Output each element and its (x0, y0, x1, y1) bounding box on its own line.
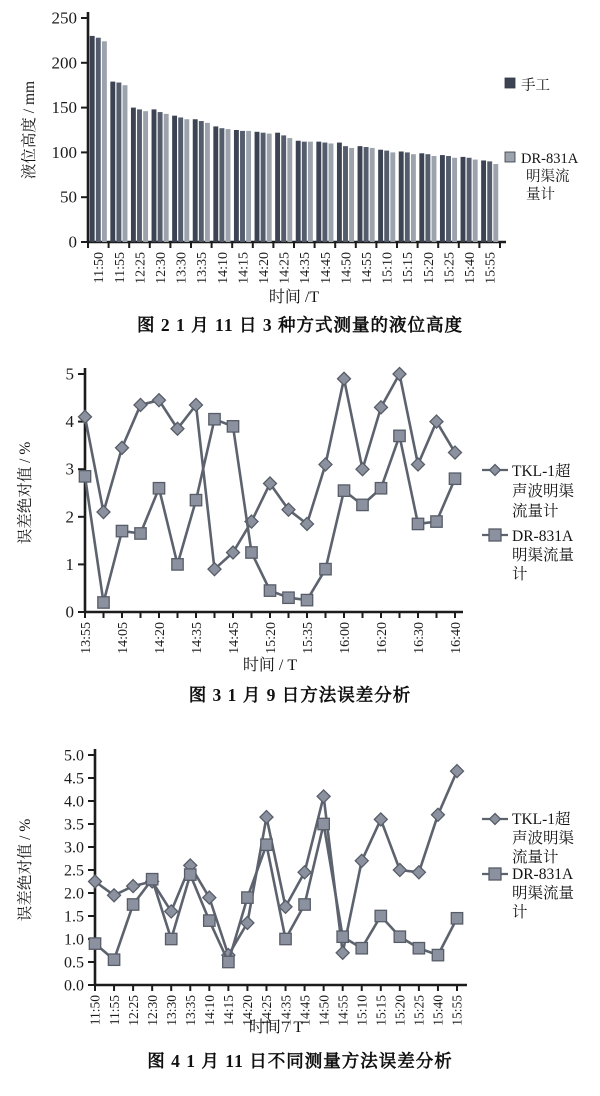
bar (143, 111, 148, 242)
y-tick-label: 2 (65, 507, 74, 527)
legend-marker-icon (490, 814, 501, 825)
x-tick-label: 16:30 (411, 622, 427, 654)
x-tick-label: 13:35 (195, 252, 211, 284)
line-series (95, 771, 457, 955)
data-point-square-icon (356, 943, 367, 954)
y-tick-label: 200 (51, 53, 77, 73)
legend-marker-icon (505, 78, 515, 88)
bar (267, 134, 272, 242)
x-tick-label: 15:10 (354, 995, 370, 1026)
data-point-square-icon (375, 483, 386, 494)
y-tick-label: 150 (51, 98, 77, 118)
bar (199, 121, 204, 242)
y-tick-label: 5 (65, 364, 74, 384)
x-tick-label: 11:55 (106, 995, 122, 1026)
x-tick-label: 14:45 (226, 622, 242, 654)
data-point-square-icon (449, 473, 460, 484)
bar (425, 154, 430, 242)
data-point-diamond-icon (355, 854, 368, 867)
bar (493, 164, 498, 242)
x-tick-label: 14:45 (297, 995, 313, 1026)
y-tick-label: 1 (65, 554, 74, 574)
data-point-square-icon (357, 499, 368, 510)
x-tick-label: 14:15 (236, 252, 252, 284)
data-point-square-icon (451, 913, 462, 924)
data-point-square-icon (246, 547, 257, 558)
x-tick-label: 11:55 (112, 252, 128, 284)
data-point-square-icon (190, 494, 201, 505)
bar (152, 109, 157, 242)
bar (461, 157, 466, 242)
legend-label: 明渠流量 (512, 547, 575, 564)
bar (452, 158, 457, 242)
x-tick-label: 15:55 (483, 252, 499, 284)
data-point-diamond-icon (241, 916, 254, 929)
legend-label: 流量计 (512, 503, 559, 520)
y-tick-label: 2.0 (64, 885, 84, 903)
x-tick-label: 14:35 (298, 252, 314, 284)
bar (343, 146, 348, 242)
data-point-diamond-icon (260, 811, 273, 824)
legend-label: DR-831A (512, 866, 574, 883)
legend-label: 明渠流 (526, 169, 570, 185)
x-tick-label: 12:25 (133, 252, 149, 284)
data-point-square-icon (301, 594, 312, 605)
y-tick-label: 4 (65, 412, 74, 432)
x-tick-label: 14:10 (202, 995, 218, 1026)
bar (419, 153, 424, 242)
x-axis-title: 时间 /T (268, 289, 320, 306)
x-tick-label: 14:45 (318, 252, 334, 284)
y-tick-label: 250 (51, 8, 77, 28)
bar (322, 143, 327, 242)
data-point-square-icon (280, 933, 291, 944)
x-tick-label: 11:50 (87, 995, 103, 1026)
bar (255, 132, 260, 242)
x-tick-label: 12:25 (125, 995, 141, 1026)
x-tick-label: 14:20 (257, 252, 272, 284)
bar (213, 126, 218, 242)
y-tick-label: 0 (68, 232, 77, 252)
y-tick-label: 50 (60, 187, 77, 207)
x-tick-label: 14:20 (240, 995, 256, 1026)
data-point-square-icon (264, 585, 275, 596)
bar (178, 117, 183, 242)
data-point-square-icon (209, 414, 220, 425)
y-axis-title: 误差绝对值 / % (17, 441, 34, 545)
data-point-diamond-icon (203, 891, 216, 904)
figure4-line-chart (0, 706, 600, 1040)
x-axis-title: 时间 / T (242, 657, 298, 674)
y-tick-label: 0.5 (64, 954, 84, 972)
data-point-square-icon (153, 483, 164, 494)
legend-label: DR-831A (512, 528, 574, 545)
figure2-caption: 图 2 1 月 11 日 3 种方式测量的液位高度 (137, 315, 463, 335)
bar (131, 108, 136, 242)
y-tick-label: 2.5 (64, 862, 84, 880)
data-point-square-icon (116, 525, 127, 536)
data-point-square-icon (166, 933, 177, 944)
bar (110, 82, 115, 242)
data-point-diamond-icon (153, 394, 166, 407)
data-point-diamond-icon (375, 401, 388, 414)
data-point-square-icon (89, 938, 100, 949)
data-point-diamond-icon (317, 790, 330, 803)
bar (467, 158, 472, 242)
bar (316, 142, 321, 242)
data-point-diamond-icon (165, 905, 178, 918)
data-point-square-icon (127, 899, 138, 910)
bar (302, 142, 307, 242)
data-point-diamond-icon (116, 441, 129, 454)
data-point-diamond-icon (319, 458, 332, 471)
data-point-square-icon (431, 516, 442, 527)
bar (364, 147, 369, 242)
x-tick-label: 16:20 (374, 622, 390, 654)
data-point-diamond-icon (412, 458, 425, 471)
y-tick-label: 4.0 (64, 793, 84, 811)
data-point-square-icon (146, 874, 157, 885)
bar (172, 116, 177, 242)
bar (137, 109, 142, 242)
bar (102, 41, 107, 242)
data-point-diamond-icon (298, 866, 311, 879)
data-point-diamond-icon (336, 946, 349, 959)
data-point-square-icon (337, 931, 348, 942)
x-tick-label: 13:30 (163, 995, 179, 1026)
bar (164, 114, 169, 242)
data-point-square-icon (185, 869, 196, 880)
data-point-square-icon (242, 892, 253, 903)
x-tick-label: 15:25 (411, 995, 427, 1026)
bar (116, 83, 121, 242)
data-point-square-icon (98, 597, 109, 608)
x-tick-label: 15:20 (392, 995, 408, 1026)
legend-label: 量计 (526, 187, 555, 203)
legend-marker-icon (489, 529, 501, 541)
data-point-square-icon (320, 563, 331, 574)
bar (205, 123, 210, 242)
y-axis-title: 液位高度 / mm (21, 80, 38, 180)
data-point-diamond-icon (134, 398, 147, 411)
x-axis-title: 时间 / T (248, 1019, 304, 1036)
bar (246, 131, 251, 242)
legend-label: 计 (512, 566, 528, 583)
data-point-diamond-icon (393, 864, 406, 877)
legend-marker-icon (490, 465, 501, 476)
data-point-square-icon (227, 421, 238, 432)
bar (234, 130, 239, 242)
x-tick-label: 16:40 (448, 622, 464, 654)
y-tick-label: 3.5 (64, 816, 84, 834)
bar (219, 128, 224, 242)
x-tick-label: 14:35 (278, 995, 294, 1026)
data-point-diamond-icon (393, 368, 406, 381)
data-point-square-icon (394, 931, 405, 942)
bar (481, 160, 486, 242)
data-point-square-icon (261, 839, 272, 850)
data-point-square-icon (223, 956, 234, 967)
data-point-diamond-icon (127, 880, 140, 893)
bar (261, 133, 266, 242)
figure4-caption: 图 4 1 月 11 日不同测量方法误差分析 (147, 1051, 453, 1071)
data-point-square-icon (375, 910, 386, 921)
x-tick-label: 14:50 (316, 995, 332, 1026)
x-tick-label: 14:15 (221, 995, 237, 1026)
x-tick-label: 13:35 (182, 995, 198, 1026)
data-point-diamond-icon (338, 372, 351, 385)
bar (432, 156, 437, 242)
bar (487, 161, 492, 242)
data-point-square-icon (394, 430, 405, 441)
x-tick-label: 12:30 (144, 995, 160, 1026)
data-point-diamond-icon (374, 813, 387, 826)
legend-label: 手工 (521, 78, 550, 94)
data-point-diamond-icon (97, 506, 110, 519)
data-point-square-icon (412, 518, 423, 529)
legend-label: 声波明渠 (512, 830, 575, 847)
x-tick-label: 15:35 (300, 622, 316, 654)
bar (275, 133, 280, 242)
x-tick-label: 15:20 (421, 252, 437, 284)
x-tick-label: 14:20 (152, 622, 168, 654)
y-tick-label: 3.0 (64, 839, 84, 857)
bar (287, 138, 292, 242)
line-series (85, 419, 455, 602)
legend-label: 计 (512, 904, 528, 921)
bar (193, 119, 198, 242)
data-point-square-icon (172, 559, 183, 570)
bar (446, 156, 451, 242)
x-tick-label: 14:25 (259, 995, 275, 1026)
y-tick-label: 3 (65, 459, 74, 479)
data-point-diamond-icon (356, 463, 369, 476)
legend-label: 明渠流量 (512, 885, 575, 902)
bar (240, 131, 245, 242)
bar (384, 151, 389, 242)
x-tick-label: 14:55 (360, 252, 375, 284)
x-tick-label: 14:50 (339, 252, 355, 284)
y-axis-title: 误差绝对值 / % (17, 818, 34, 922)
x-tick-label: 15:40 (463, 252, 478, 284)
legend-marker-icon (489, 868, 501, 880)
x-tick-label: 15:20 (263, 622, 279, 654)
bar (337, 143, 342, 242)
bar (411, 154, 416, 242)
x-tick-label: 11:50 (92, 252, 108, 284)
y-tick-label: 1.5 (64, 908, 84, 926)
legend-marker-icon (505, 152, 515, 162)
bar (226, 129, 231, 242)
y-tick-label: 4.5 (64, 770, 84, 788)
y-tick-label: 100 (51, 142, 77, 162)
data-point-square-icon (432, 949, 443, 960)
data-point-square-icon (299, 899, 310, 910)
bar (399, 152, 404, 242)
x-tick-label: 16:00 (337, 622, 353, 654)
data-point-square-icon (79, 471, 90, 482)
bar (405, 152, 410, 242)
x-tick-label: 14:10 (215, 252, 231, 284)
data-point-square-icon (204, 915, 215, 926)
data-point-diamond-icon (412, 866, 425, 879)
bar (349, 148, 354, 242)
bar (158, 112, 163, 242)
bar (90, 36, 95, 242)
legend-label: TKL-1超 (512, 463, 571, 480)
data-point-diamond-icon (430, 415, 443, 428)
x-tick-label: 12:30 (154, 252, 169, 284)
x-tick-label: 15:55 (449, 995, 465, 1026)
figure2-bar-chart (0, 0, 600, 312)
x-tick-label: 15:15 (401, 252, 417, 284)
data-point-square-icon (135, 528, 146, 539)
bar (390, 152, 395, 242)
data-point-square-icon (318, 818, 329, 829)
data-point-diamond-icon (449, 446, 462, 459)
x-tick-label: 14:55 (335, 995, 351, 1026)
figure3-caption: 图 3 1 月 9 日方法误差分析 (188, 685, 412, 705)
x-tick-label: 15:10 (380, 252, 396, 284)
legend-label: 声波明渠 (512, 483, 575, 500)
x-tick-label: 13:30 (174, 252, 190, 284)
data-point-square-icon (283, 592, 294, 603)
legend-label: 流量计 (512, 849, 559, 866)
data-point-square-icon (338, 485, 349, 496)
bar (473, 160, 478, 242)
x-tick-label: 15:40 (430, 995, 446, 1026)
y-tick-label: 0 (65, 602, 74, 622)
x-tick-label: 14:25 (277, 252, 293, 284)
data-point-diamond-icon (431, 808, 444, 821)
y-tick-label: 0.0 (64, 977, 84, 995)
bar (370, 148, 375, 242)
bar (440, 155, 445, 242)
x-tick-label: 14:35 (189, 622, 205, 654)
x-tick-label: 14:05 (115, 622, 131, 654)
bar (378, 150, 383, 242)
legend-label: DR-831A (521, 151, 579, 167)
bar (358, 146, 363, 242)
legend-label: TKL-1超 (512, 811, 571, 828)
bar (184, 119, 189, 242)
data-point-diamond-icon (451, 765, 464, 778)
bar (96, 38, 101, 242)
bar (281, 135, 286, 242)
bar (329, 143, 334, 242)
data-point-square-icon (108, 954, 119, 965)
data-point-square-icon (413, 943, 424, 954)
x-tick-label: 15:25 (442, 252, 458, 284)
x-tick-label: 15:15 (373, 995, 389, 1026)
bar (296, 141, 301, 242)
bar (308, 142, 313, 242)
bar (123, 85, 128, 242)
x-tick-label: 13:55 (78, 622, 94, 654)
y-tick-label: 1.0 (64, 931, 84, 949)
figure3-line-chart (0, 340, 600, 676)
y-tick-label: 5.0 (64, 747, 84, 765)
